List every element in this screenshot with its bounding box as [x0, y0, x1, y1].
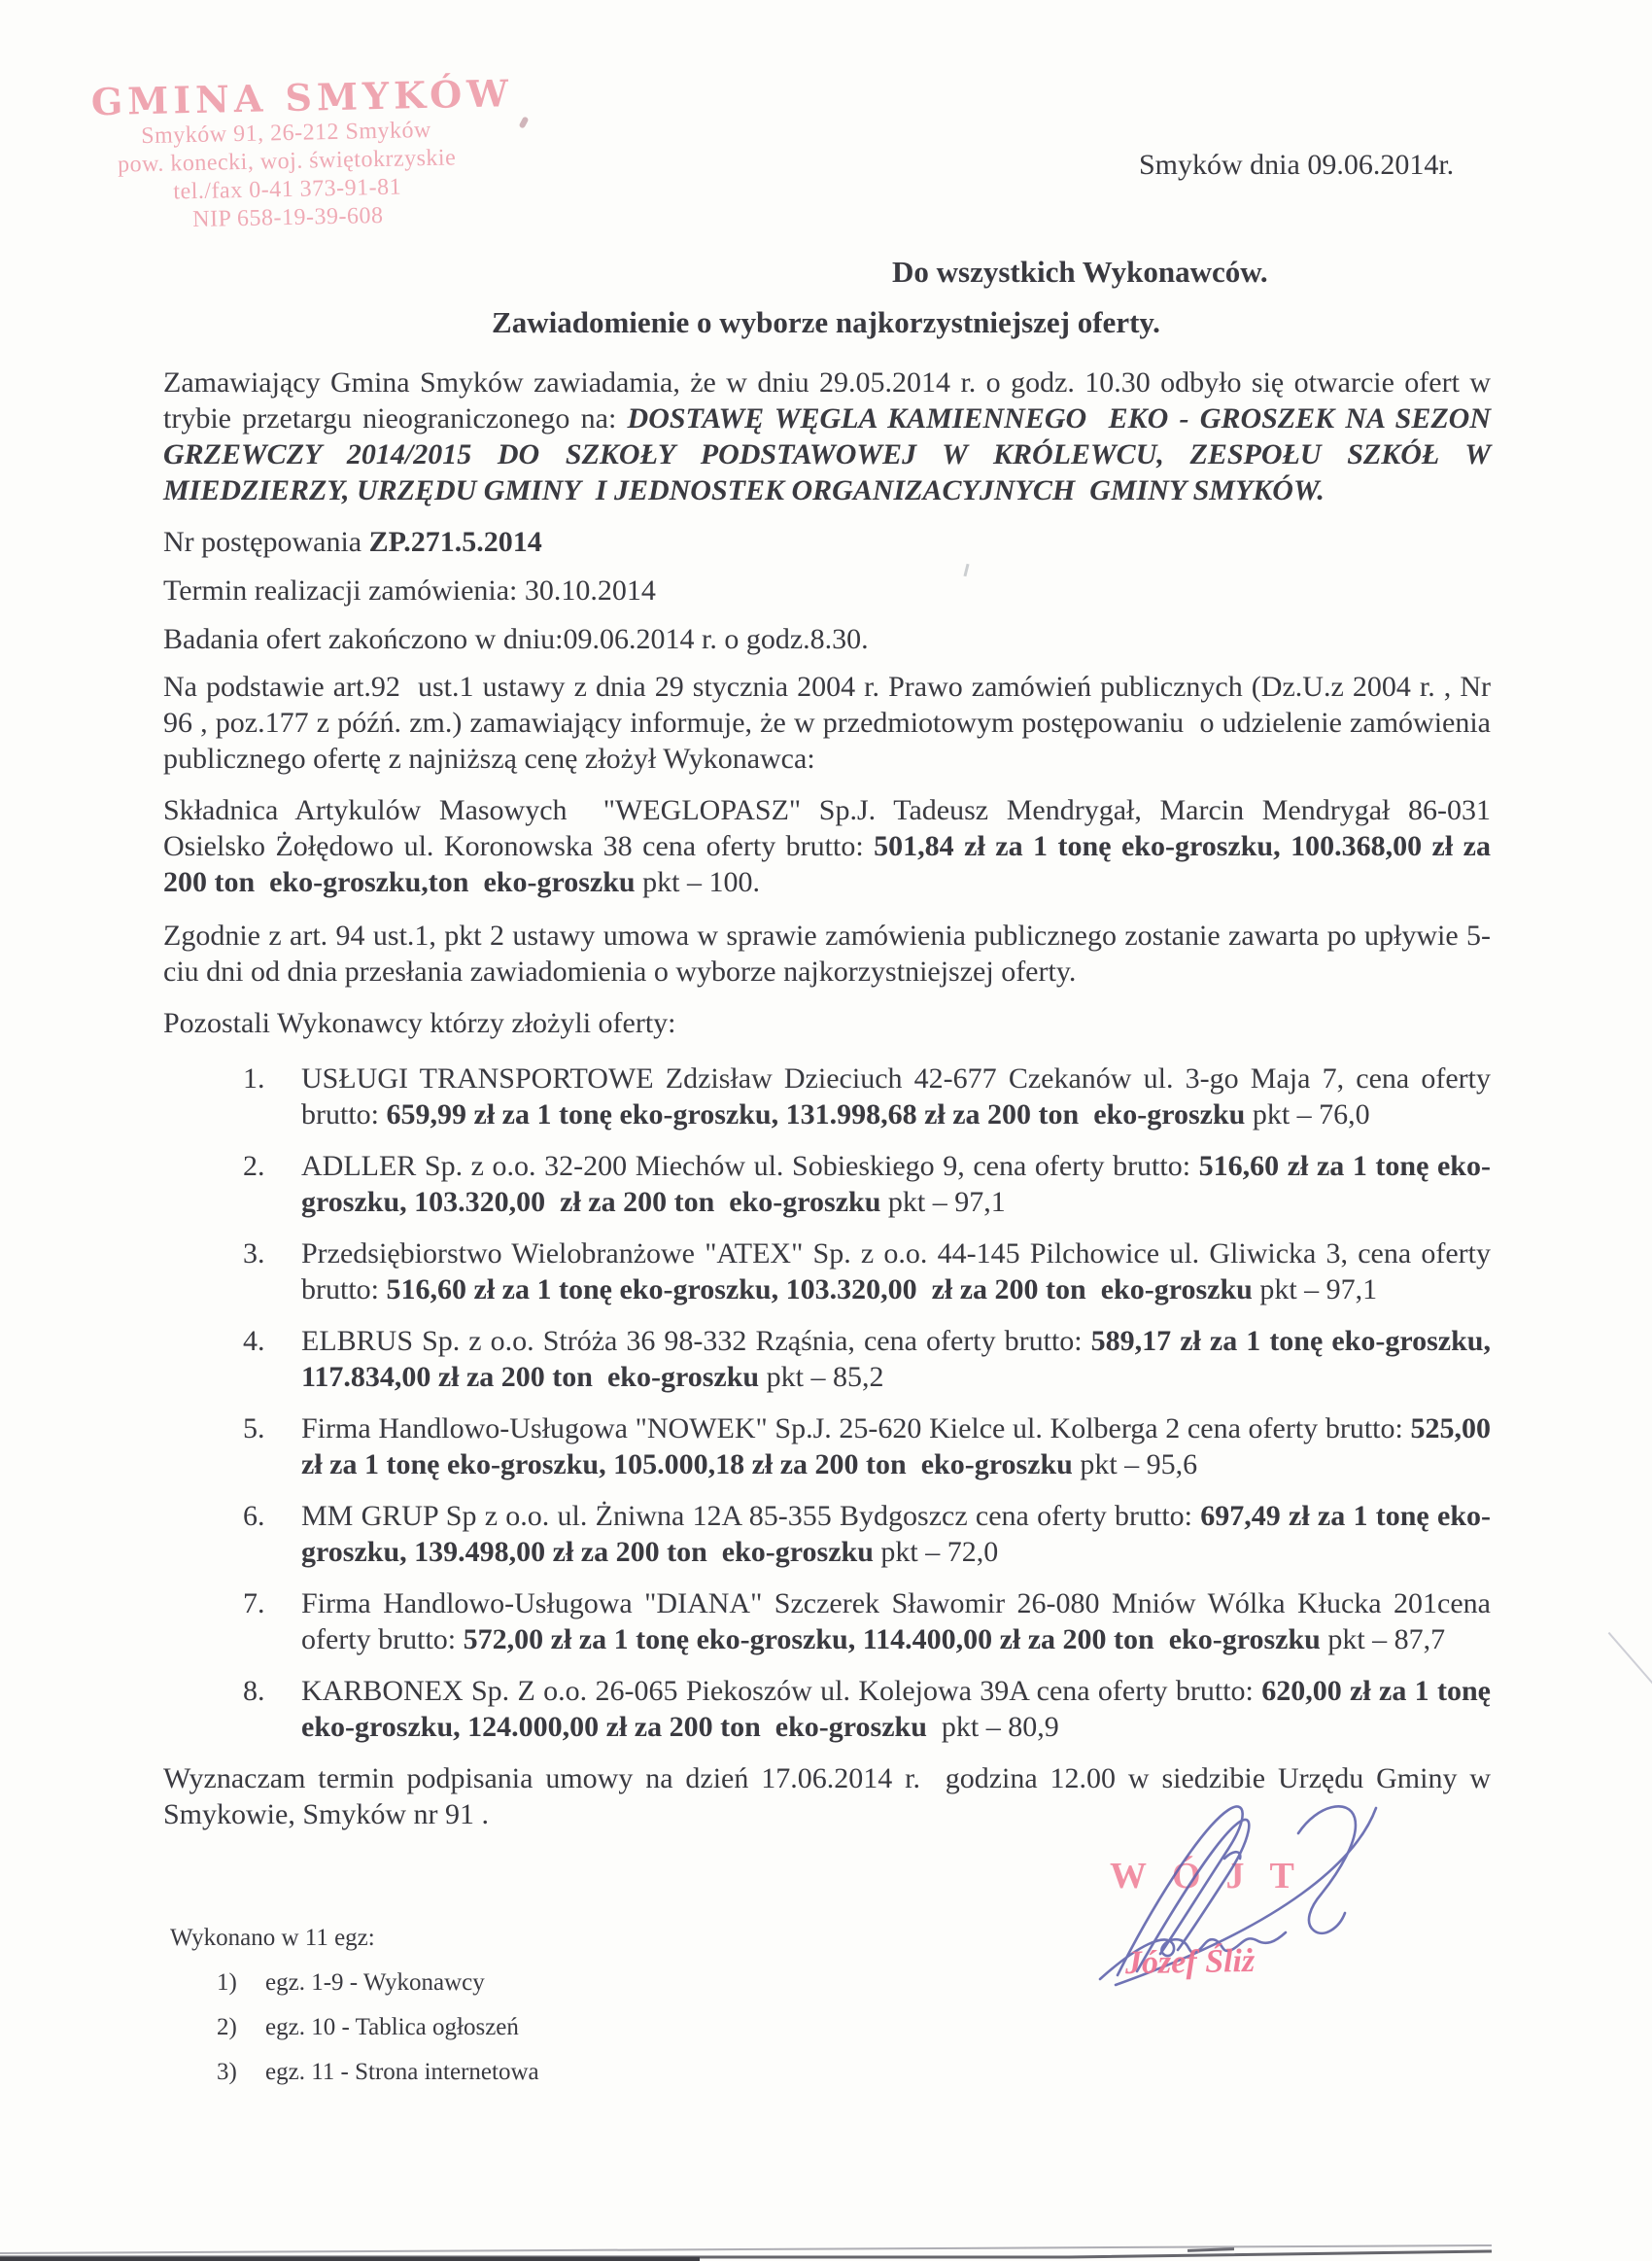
- closing-paragraph: Wyznaczam termin podpisania umowy na dzień 17.06.2014 r. godzina 12.00 w siedzibie Urzędu Gminy w Smykowie, Smyków nr 91 .: [163, 1762, 1491, 1830]
- distribution-item-number: 3): [217, 2059, 237, 2085]
- stamp-address: Smyków 91, 26-212 Smyków: [140, 117, 432, 150]
- procurement-subject: DOSTAWĘ WĘGLA KAMIENNEGO EKO - GROSZEK NA SEZON GRZEWCZY 2014/2015 DO SZKOŁY PODSTAWOWEJ W KRÓLEWCU, ZESPOŁU SZKÓŁ W MIEDZIERZY, URZĘDU GMINY I JEDNOSTEK ORGANIZACYJNYCH GMINY SMYKÓW.: [163, 402, 1491, 506]
- signer-name-stamp: Józef Śliż: [1124, 1942, 1256, 1982]
- addressee-line: Do wszystkich Wykonawców.: [892, 255, 1268, 289]
- offer-points: pkt – 95,6: [1072, 1448, 1198, 1480]
- distribution-list: [170, 1923, 539, 2087]
- offer-description: Firma Handlowo-Usługowa "DIANA" Szczerek Sławomir 26-080 Mniów Wólka Kłucka 201cena oferty brutto:: [301, 1587, 1491, 1655]
- offer-price: 572,00 zł za 1 tonę eko-groszku, 114.400,00 zł za 200 ton eko-groszku: [463, 1623, 1321, 1655]
- distribution-item-label: egz. 11 - Strona internetowa: [265, 2059, 539, 2085]
- offer-points: pkt – 85,2: [759, 1361, 884, 1393]
- other-offers-heading: Pozostali Wykonawcy którzy złożyli oferty:: [163, 1007, 676, 1039]
- offer-description: USŁUGI TRANSPORTOWE Zdzisław Dzieciuch 42-677 Czekanów ul. 3-go Maja 7, cena oferty brutto:: [301, 1062, 1491, 1130]
- offer-number: 3.: [243, 1237, 265, 1270]
- offer-price: 516,60 zł za 1 tonę eko-groszku, 103.320,00 zł za 200 ton eko-groszku: [301, 1150, 1491, 1218]
- wojt-role-stamp: WÓJT: [1110, 1856, 1320, 1896]
- contract-note-paragraph: Zgodnie z art. 94 ust.1, pkt 2 ustawy umowa w sprawie zamówienia publicznego zostanie zawarta po upływie 5-ciu dni od dnia przesłania zawiadomienia o wyborze najkorzystniejszej oferty.: [163, 920, 1491, 988]
- scan-speck: [519, 116, 530, 128]
- offer-item: [163, 1410, 1491, 1482]
- distribution-item: [170, 2012, 539, 2042]
- offer-price: 659,99 zł za 1 tonę eko-groszku, 131.998,68 zł za 200 ton eko-groszku: [386, 1098, 1246, 1130]
- scan-bottom-edge: [0, 2242, 1652, 2261]
- distribution-item-number: 2): [217, 2014, 237, 2040]
- winner-price: 501,84 zł za 1 tonę eko-groszku, 100.368,00 zł za 200 ton eko-groszku,ton eko-groszku: [163, 830, 1491, 898]
- offer-number: 7.: [243, 1587, 265, 1619]
- offer-points: pkt – 97,1: [1252, 1273, 1378, 1305]
- scan-pen-mark: [1608, 1632, 1652, 1690]
- offer-text: [301, 1150, 1491, 1218]
- offer-number: 5.: [243, 1412, 265, 1444]
- offer-number: 6.: [243, 1500, 265, 1532]
- stamp-district: pow. konecki, woj. świętokrzyskie: [117, 145, 457, 178]
- offer-item: [163, 1323, 1491, 1395]
- offer-points: pkt – 76,0: [1245, 1098, 1370, 1130]
- offer-item: [163, 1148, 1491, 1220]
- distribution-item-label: egz. 10 - Tablica ogłoszeń: [265, 2014, 519, 2040]
- winner-description: Składnica Artykulów Masowych "WEGLOPASZ" Sp.J. Tadeusz Mendrygał, Marcin Mendrygał 86-031 Osielsko Żołędowo ul. Koronowska 38 cena oferty brutto:: [163, 794, 1491, 862]
- offer-description: Firma Handlowo-Usługowa "NOWEK" Sp.J. 25-620 Kielce ul. Kolberga 2 cena oferty brutto:: [301, 1412, 1411, 1444]
- distribution-item-number: 1): [217, 1969, 237, 1996]
- offer-number: 1.: [243, 1062, 265, 1095]
- case-number-label: Nr postępowania: [163, 526, 369, 558]
- offer-number: 4.: [243, 1325, 265, 1357]
- offer-text: [301, 1675, 1491, 1743]
- intro-paragraph: [163, 365, 1491, 508]
- offer-number: 2.: [243, 1150, 265, 1182]
- offer-text: [301, 1500, 1491, 1568]
- offer-text: [301, 1237, 1491, 1305]
- distribution-item: [170, 1967, 539, 1998]
- offer-description: ADLLER Sp. z o.o. 32-200 Miechów ul. Sobieskiego 9, cena oferty brutto:: [301, 1150, 1199, 1182]
- offer-item: [163, 1235, 1491, 1307]
- examination-line: Badania ofert zakończono w dniu:09.06.2014 r. o godz.8.30.: [163, 623, 869, 655]
- offer-points: pkt – 87,7: [1320, 1623, 1446, 1655]
- offer-price: 589,17 zł za 1 tonę eko-groszku, 117.834,00 zł za 200 ton eko-groszku: [301, 1325, 1491, 1393]
- deadline-line: Termin realizacji zamówienia: 30.10.2014: [163, 574, 656, 607]
- distribution-item-label: egz. 1-9 - Wykonawcy: [265, 1969, 485, 1996]
- intro-text: Zamawiający Gmina Smyków zawiadamia, że w dniu 29.05.2014 r. o godz. 10.30 odbyło się otwarcie ofert w trybie przetargu nieograniczonego na:: [163, 366, 1491, 435]
- offer-text: [301, 1062, 1491, 1130]
- offer-item: [163, 1061, 1491, 1132]
- stamp-phone: tel./fax 0-41 373-91-81: [173, 174, 402, 205]
- offer-description: ELBRUS Sp. z o.o. Stróża 36 98-332 Rząśnia, cena oferty brutto:: [301, 1325, 1091, 1357]
- stamp-org-name: GMINA SMYKÓW: [90, 71, 514, 124]
- offer-text: [301, 1412, 1491, 1480]
- case-number-line: [163, 524, 1491, 560]
- offer-text: [301, 1325, 1491, 1393]
- legal-basis-paragraph: Na podstawie art.92 ust.1 ustawy z dnia 29 stycznia 2004 r. Prawo zamówień publicznych (Dz.U.z 2004 r. , Nr 96 , poz.177 z późń. zm.) zamawiający informuje, że w przedmiotowym postępowaniu o udzielenie zamówienia publicznego ofertę z najniższą cenę złożył Wykonawca:: [163, 671, 1491, 775]
- offer-price: 620,00 zł za 1 tonę eko-groszku, 124.000,00 zł za 200 ton eko-groszku: [301, 1675, 1491, 1743]
- offer-description: Przedsiębiorstwo Wielobranżowe "ATEX" Sp. z o.o. 44-145 Pilchowice ul. Gliwicka 3, cena oferty brutto:: [301, 1237, 1491, 1305]
- case-number-value: ZP.271.5.2014: [368, 526, 542, 558]
- distribution-item: [170, 2057, 539, 2087]
- sender-rubber-stamp: [90, 71, 514, 236]
- offer-item: [163, 1498, 1491, 1570]
- letter-body: [163, 365, 1491, 1832]
- offer-points: pkt – 72,0: [873, 1536, 999, 1568]
- offer-description: MM GRUP Sp z o.o. ul. Żniwna 12A 85-355 Bydgoszcz cena oferty brutto:: [301, 1500, 1201, 1532]
- offer-number: 8.: [243, 1675, 265, 1707]
- offer-price: 697,49 zł za 1 tonę eko-groszku, 139.498,00 zł za 200 ton eko-groszku: [301, 1500, 1491, 1568]
- distribution-heading: Wykonano w 11 egz:: [170, 1925, 375, 1951]
- offer-description: KARBONEX Sp. Z o.o. 26-065 Piekoszów ul. Kolejowa 39A cena oferty brutto:: [301, 1675, 1262, 1707]
- offer-item: [163, 1673, 1491, 1745]
- stamp-nip: NIP 658-19-39-608: [191, 202, 384, 233]
- offer-points: pkt – 97,1: [880, 1186, 1006, 1218]
- winner-points: pkt – 100.: [635, 866, 760, 898]
- offer-price: 525,00 zł za 1 tonę eko-groszku, 105.000,18 zł za 200 ton eko-groszku: [301, 1412, 1491, 1480]
- offer-points: pkt – 80,9: [926, 1711, 1059, 1743]
- offer-price: 516,60 zł za 1 tonę eko-groszku, 103.320,00 zł za 200 ton eko-groszku: [386, 1273, 1253, 1305]
- document-title: Zawiadomienie o wyborze najkorzystniejszej oferty.: [492, 305, 1160, 339]
- winning-offer-paragraph: [163, 792, 1491, 900]
- offer-text: [301, 1587, 1491, 1655]
- date-line: Smyków dnia 09.06.2014r.: [1139, 149, 1455, 181]
- offer-item: [163, 1585, 1491, 1657]
